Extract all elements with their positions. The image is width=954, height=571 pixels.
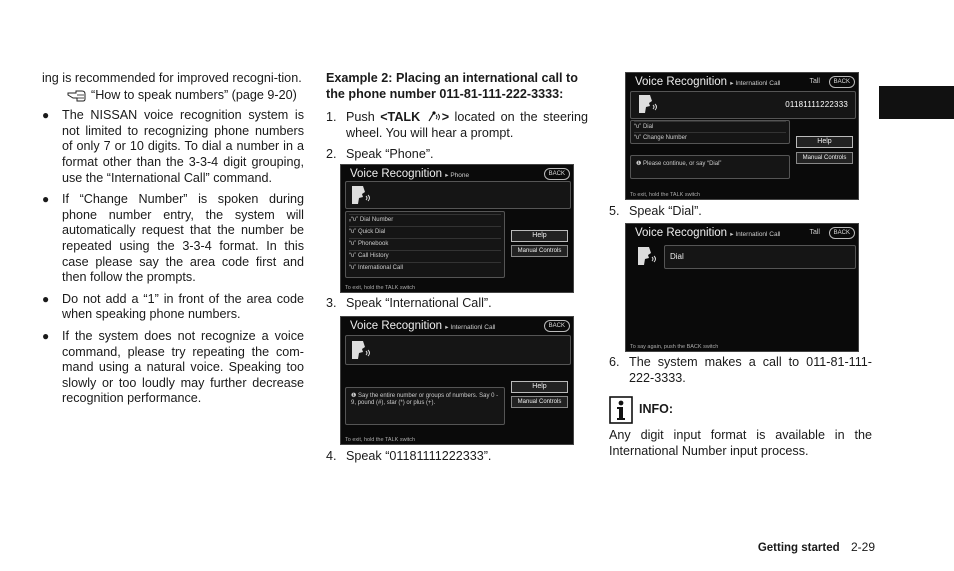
voice-icon: “ʋ” (349, 253, 357, 259)
help-button[interactable]: Help (511, 381, 568, 393)
bullet-text: The NISSAN voice recognition system is not limited to recognizing phone numbers of only 7 or 10 digits. To dial a number in a format other than the 3-3-4 digit grouping, use the “International Call” command. (62, 108, 304, 185)
step-number: 6. (609, 355, 620, 369)
signal-icon: Tall (809, 78, 820, 85)
bullet-icon: ● (42, 328, 50, 343)
voice-face-icon (349, 339, 371, 361)
screen-footer: To say again, push the BACK switch (630, 344, 719, 350)
step-6 (609, 355, 872, 386)
entered-number: 01181111222333 (785, 100, 848, 109)
voice-icon: “ʋ” (634, 135, 642, 141)
back-button[interactable]: BACK (829, 227, 855, 239)
section-name: Getting started (757, 542, 840, 554)
info-circle-icon: ❶ (636, 161, 644, 167)
info-label: INFO: (639, 402, 674, 417)
bullet-item (42, 329, 304, 407)
step-number: 2. (326, 147, 337, 162)
page-footer (758, 540, 875, 554)
back-button[interactable]: BACK (544, 168, 570, 180)
screen-phone (340, 164, 574, 293)
screen-title: Voice Recognition ▸ Internationl Call (635, 227, 781, 239)
step-2 (326, 147, 588, 163)
help-button[interactable]: Help (796, 136, 853, 148)
menu-item[interactable]: “ʋ” Quick Dial (349, 226, 501, 237)
input-panel (345, 335, 571, 365)
voice-icon: “ʋ” (350, 217, 359, 223)
input-panel (345, 181, 571, 209)
bullet-item (42, 108, 304, 186)
bullet-item (42, 192, 304, 286)
menu-item[interactable]: “ʋ” Phonebook (349, 238, 501, 249)
bullet-text: If the system does not recognize a voice command, please try repeating the com-mand using a natural voice. Speaking too slowly or too loudly may further decrease recognition performance. (62, 328, 304, 406)
signal-icon: Tall (809, 229, 820, 236)
manual-controls-button[interactable]: Manual Controls (511, 245, 568, 257)
page-number: 2-29 (850, 540, 875, 554)
column-middle (326, 71, 588, 163)
step-text: located on the steering wheel. You will hear a prompt. (346, 110, 588, 140)
input-panel (664, 245, 856, 269)
example-heading: Example 2: Placing an international call to the phone number 011-81-111-222-3333: (326, 71, 578, 101)
screen-dial (625, 223, 859, 352)
bullet-icon: ● (42, 108, 50, 123)
step-number: 3. (326, 296, 337, 310)
step-text: Speak “01181111222333”. (346, 449, 492, 463)
voice-face-icon (636, 93, 658, 115)
screen-title: Voice Recognition ▸ Phone (350, 168, 470, 180)
step-1 (326, 110, 588, 141)
bullet-text: If “Change Number” is spoken during phone number entry, the system will automatically request that the number be repeated using the 3-3-4 format. In this case please say the area code first and then follow the prompts. (62, 192, 304, 285)
screen-footer: To exit, hold the TALK switch (630, 192, 701, 198)
recognized-command: Dial (670, 252, 684, 261)
menu-item[interactable]: “ʋ” Change Number (634, 132, 786, 143)
screen-number-entered (625, 72, 859, 200)
step-number: 4. (326, 449, 337, 463)
step-text: Push (346, 110, 381, 125)
menu-item[interactable]: “ʋ” Dial (634, 121, 786, 132)
step-3 (326, 296, 588, 312)
cross-reference-text: “How to speak numbers” (page 9-20) (91, 87, 297, 102)
screen-international-call (340, 316, 574, 445)
pointing-hand-icon (67, 89, 89, 103)
bullet-icon: ● (42, 291, 50, 306)
back-button[interactable]: BACK (829, 76, 855, 88)
screen-footer: To exit, hold the TALK switch (345, 437, 416, 443)
prompt-message: ❶ Please continue, or say “Dial” (636, 161, 722, 167)
step-5 (609, 204, 872, 220)
section-tab-marker (879, 86, 954, 119)
voice-icon: “ʋ” (349, 265, 357, 271)
screen-title: Voice Recognition ▸ Internationl Call (635, 76, 781, 88)
prompt-message: ❶ Say the entire number or groups of numbers. Say 0 - 9, pound (#), star (*) or plus (+). (351, 393, 499, 406)
step-number: 1. (326, 110, 337, 125)
step-text: Speak “Dial”. (629, 204, 702, 218)
step-4 (326, 449, 588, 465)
info-circle-icon: ❶ (351, 393, 359, 399)
screen-title: Voice Recognition ▸ Internationl Call (350, 320, 496, 332)
screen-footer: To exit, hold the TALK switch (345, 285, 416, 291)
menu-item[interactable]: “ʋ” Call History (349, 250, 501, 261)
cross-reference[interactable] (42, 88, 304, 104)
voice-face-icon (349, 184, 371, 206)
step-text: The system makes a call to 011-81-111-222-3333. (629, 355, 872, 385)
talk-switch-label: <TALK (380, 110, 421, 125)
column-left (42, 71, 304, 407)
bullet-item (42, 292, 304, 323)
talk-icon (426, 110, 442, 122)
voice-face-icon (635, 245, 657, 267)
intro-text: ing is recommended for improved recogni-tion. (42, 71, 302, 85)
info-icon (609, 396, 633, 424)
talk-switch-label-end: > (441, 110, 450, 125)
bullet-text: Do not add a “1” in front of the area code when speaking phone numbers. (62, 291, 304, 322)
column-right-text (609, 355, 872, 459)
back-button[interactable]: BACK (544, 320, 570, 332)
bullet-icon: ● (42, 192, 50, 207)
help-button[interactable]: Help (511, 230, 568, 242)
menu-item[interactable]: ᵥ“ʋ” Dial Number (349, 214, 501, 225)
info-heading (609, 396, 872, 424)
step-number: 5. (609, 204, 620, 218)
info-text: Any digit input format is available in the International Number input process. (609, 428, 872, 458)
step-text: Speak “International Call”. (346, 296, 492, 310)
voice-icon: “ʋ” (349, 229, 357, 235)
voice-icon: “ʋ” (634, 124, 642, 130)
step-text: Speak “Phone”. (346, 147, 434, 162)
menu-item[interactable]: “ʋ” International Call (349, 262, 501, 273)
manual-controls-button[interactable]: Manual Controls (796, 152, 853, 164)
manual-controls-button[interactable]: Manual Controls (511, 396, 568, 408)
voice-icon: “ʋ” (349, 241, 357, 247)
